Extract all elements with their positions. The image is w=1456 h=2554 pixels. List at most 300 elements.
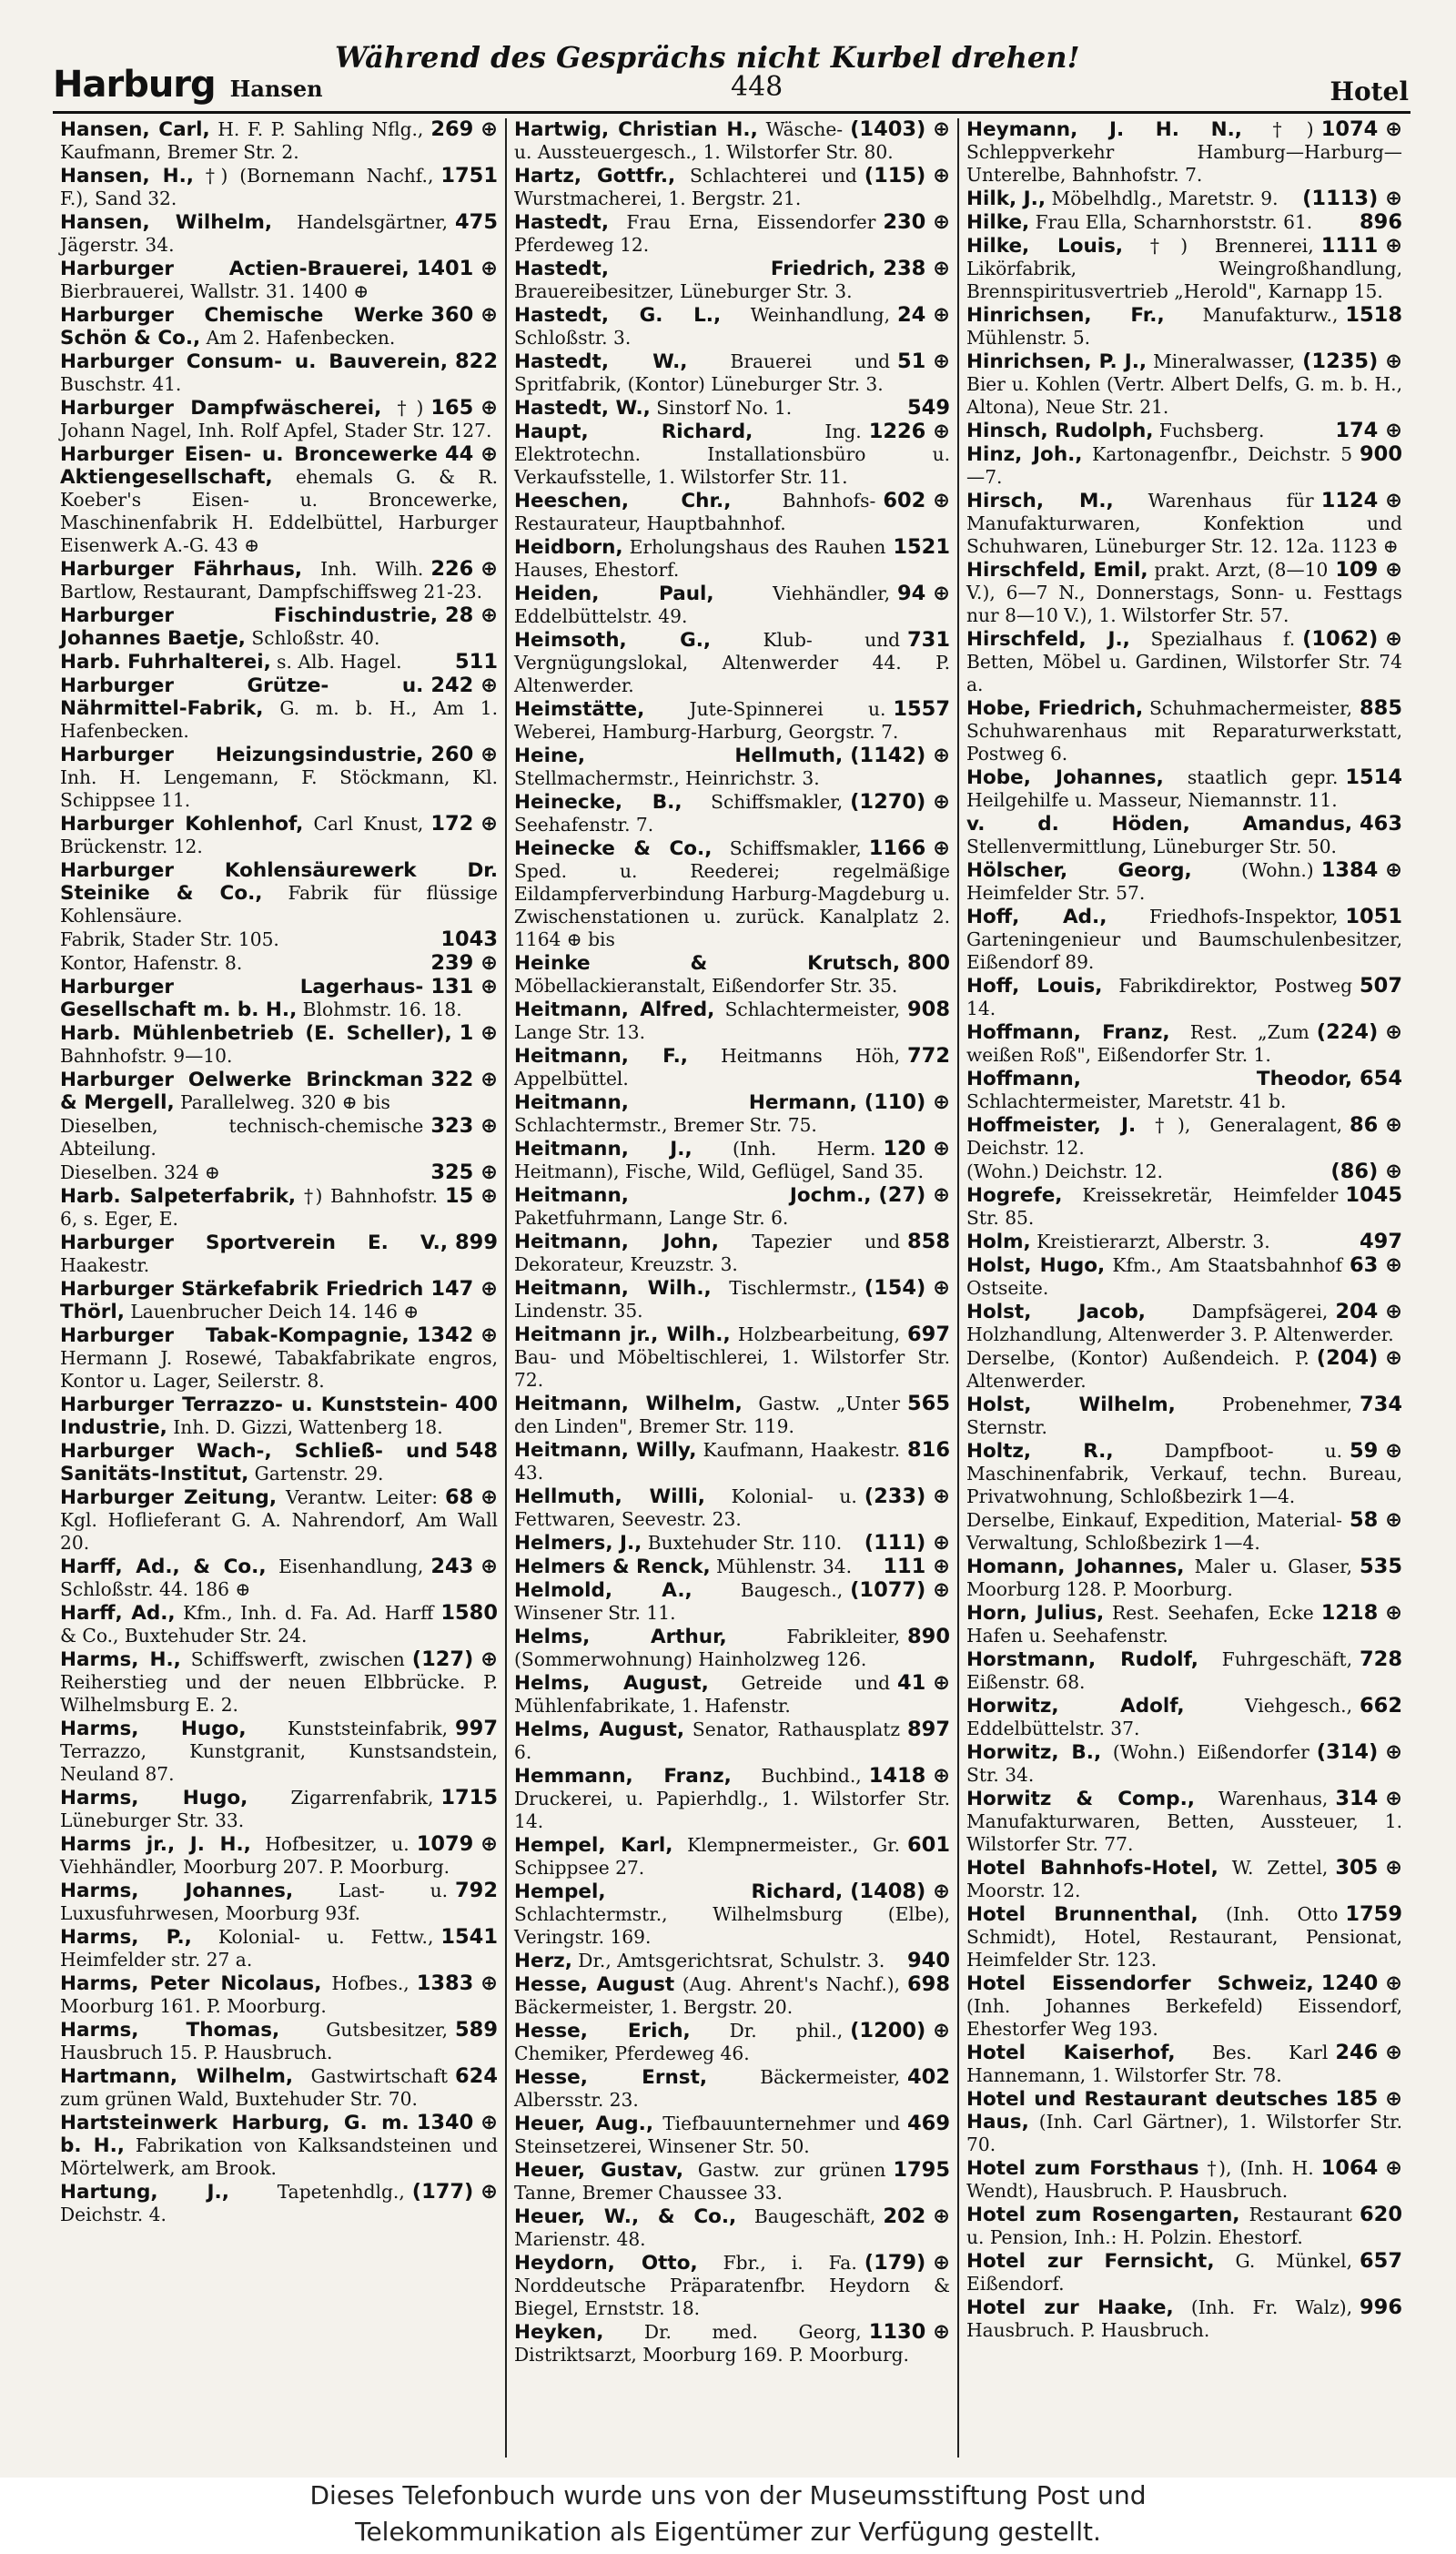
entry-details: Inh. D. Gizzi, Wattenberg 18. — [173, 1416, 443, 1438]
directory-entry — [966, 859, 1402, 905]
entry-details: G. Münkel, Eißendorf. — [966, 2250, 1353, 2295]
entry-details: Dampfboot- u. Maschinenfabrik, Verkauf, techn. Bureau, Privatwohnung, Schloßbezirk 1—4. — [966, 1440, 1402, 1507]
entry-name: Hastedt, Friedrich, — [514, 258, 876, 280]
entry-details: †) Brennerei, Likörfabrik, Weingroßhandlung, Brennspiritusvertrieb „Herold", Karnapp 15. — [966, 235, 1402, 302]
entry-name: Hempel, Richard, — [514, 1880, 844, 1903]
directory-entry — [60, 443, 498, 557]
entry-name: Hölscher, Georg, — [966, 859, 1192, 882]
directory-entry — [60, 2019, 498, 2064]
entry-name: Harburger Fährhaus, — [60, 558, 303, 581]
phone-number: 15 ⊕ — [445, 1184, 498, 1208]
phone-number: 246 ⊕ — [1335, 2041, 1402, 2064]
entry-name: Heuer, W., & Co., — [514, 2205, 737, 2228]
phone-number: (1403) ⊕ — [850, 118, 950, 141]
entry-name: v. d. Höden, Amandus, — [966, 813, 1353, 836]
phone-number: 68 ⊕ — [445, 1485, 498, 1509]
entry-details: Fabrikation von Kalksandsteinen und Mörtelwerk, am Brook. — [60, 2134, 498, 2179]
entry-details: Kontor, Hafenstr. 8. — [60, 952, 243, 974]
entry-name: Hastedt, W., — [514, 397, 651, 420]
entry-details: Schlachtermeister, Maretstr. 41 b. — [966, 1090, 1287, 1112]
phone-number: (1142) ⊕ — [850, 744, 950, 767]
entry-name: Hartsteinwerk Harburg, G. m. b. H., — [60, 2112, 410, 2157]
phone-number: 323 ⊕ — [430, 1114, 498, 1138]
directory-entry — [60, 1324, 498, 1393]
entry-details: Manufakturw., Mühlenstr. 5. — [966, 304, 1339, 349]
entry-name: Hobe, Johannes, — [966, 766, 1164, 789]
entry-details: Fuhrgeschäft, Eißenstr. 68. — [966, 1648, 1353, 1693]
directory-entry — [966, 1160, 1402, 1183]
entry-name: Holtz, R., — [966, 1440, 1114, 1463]
phone-number: 314 ⊕ — [1335, 1787, 1402, 1810]
entry-details: Dr., Amtsgerichtsrat, Schulstr. 3. — [578, 1950, 885, 1971]
entry-details: Klub- und Vergnügungslokal, Altenwerder 44. P. Altenwerder. — [514, 629, 950, 696]
entry-name: Harms, Johannes, — [60, 1880, 294, 1902]
phone-number: 1384 ⊕ — [1320, 858, 1402, 882]
footer-line-2: Telekommunikation als Eigentümer zur Verfügung gestellt. — [355, 2517, 1101, 2547]
phone-number: 202 ⊕ — [883, 2204, 950, 2228]
entry-details: †), Generalagent, Deichstr. 12. — [966, 1114, 1342, 1159]
entry-name: Heitmann, Wilh., — [514, 1277, 712, 1300]
phone-number: 1045 — [1345, 1183, 1402, 1207]
entry-details: Frau Ella, Scharnhorststr. 61. — [1035, 211, 1313, 233]
directory-entry — [514, 1532, 950, 1555]
entry-details: Maler u. Glaser, Moorburg 128. P. Moorburg. — [966, 1556, 1353, 1600]
entry-details: Wäsche- u. Aussteuergesch., 1. Wilstorfer Str. 80. — [514, 118, 894, 163]
entry-details: Kreistierarzt, Alberstr. 3. — [1036, 1231, 1270, 1252]
phone-number: 58 ⊕ — [1350, 1508, 1402, 1532]
entry-name: Heidborn, — [514, 536, 623, 559]
entry-details: Kfm., Inh. d. Fa. Ad. Harff & Co., Buxtehuder Str. 24. — [60, 1602, 434, 1647]
phone-number: (127) ⊕ — [411, 1647, 498, 1671]
directory-entry — [514, 1138, 950, 1183]
directory-entry — [514, 952, 950, 998]
phone-number: 816 — [907, 1438, 950, 1462]
directory-entry — [514, 1973, 950, 2019]
phone-number: 620 — [1360, 2203, 1402, 2226]
column-2 — [505, 118, 957, 2458]
entry-details: prakt. Arzt, (8—10 V.), 6—7 N., Donnerstags, Sonn- u. Festtags nur 8—10 V.), 1. Wilstorfer Str. 57. — [966, 559, 1402, 626]
phone-number: 899 — [455, 1231, 498, 1254]
entry-name: Harburger Consum- u. Bauverein, — [60, 350, 449, 373]
directory-entry — [514, 1393, 950, 1438]
entry-details: Kfm., Am Staatsbahnhof Ostseite. — [966, 1254, 1342, 1299]
phone-number: 1340 ⊕ — [416, 2111, 498, 2134]
entry-name: Horstmann, Rudolf, — [966, 1648, 1198, 1671]
entry-name: Heinke & Krutsch, — [514, 952, 901, 975]
phone-number: 269 ⊕ — [430, 118, 498, 141]
entry-details: Hermann J. Rosewé, Tabakfabrikate engros, Kontor u. Lager, Seilerstr. 8. — [60, 1347, 498, 1392]
phone-number: 1518 — [1345, 303, 1402, 327]
directory-entry — [966, 1509, 1402, 1555]
phone-number: 1418 ⊕ — [868, 1764, 950, 1788]
entry-name: Holst, Jacob, — [966, 1301, 1146, 1323]
entry-name: Heine, Hellmuth, — [514, 745, 844, 767]
phone-number: 322 ⊕ — [430, 1068, 498, 1091]
header-city — [53, 64, 323, 106]
directory-entry — [966, 490, 1402, 558]
directory-entry — [514, 1718, 950, 1764]
entry-details: †) (Bornemann Nachf., F.), Sand 32. — [60, 165, 434, 209]
entry-name: Hoffmann, Franz, — [966, 1021, 1170, 1044]
directory-entry — [966, 559, 1402, 627]
phone-number: 890 — [907, 1625, 950, 1648]
entry-name: Helms, Arthur, — [514, 1626, 727, 1648]
phone-number: 1226 ⊕ — [868, 420, 950, 443]
phone-number: 728 — [1360, 1647, 1402, 1671]
directory-entry — [514, 1672, 950, 1718]
entry-details: Paketfuhrmann, Lange Str. 6. — [514, 1207, 789, 1229]
directory-entry — [966, 1254, 1402, 1300]
entry-name: Harburger Stärkefabrik Friedrich Thörl, — [60, 1278, 424, 1323]
directory-entry — [514, 118, 950, 164]
phone-number: (1113) ⊕ — [1302, 187, 1402, 210]
entry-name: Heydorn, Otto, — [514, 2252, 698, 2275]
entry-details: Inh. H. Lengemann, F. Stöckmann, Kl. Schippsee 11. — [60, 766, 498, 811]
entry-name: Helmers & Renck, — [514, 1556, 711, 1578]
entry-details: Warenhaus, Manufakturwaren, Betten, Aussteuer, 1. Wilstorfer Str. 77. — [966, 1788, 1402, 1855]
phone-number: 475 — [455, 210, 498, 234]
directory-entry — [514, 165, 950, 210]
directory-entry — [514, 1323, 950, 1392]
phone-number: 900 — [1360, 442, 1402, 466]
phone-number: 507 — [1360, 974, 1402, 998]
entry-details: †), (Inh. H. Wendt), Hausbruch. P. Hausbruch. — [966, 2157, 1314, 2202]
page-number: 448 — [731, 71, 784, 103]
entry-name: Heiden, Paul, — [514, 583, 714, 605]
entry-name: Heuer, Gustav, — [514, 2159, 683, 2182]
entry-name: Holst, Hugo, — [966, 1254, 1106, 1277]
directory-columns — [53, 118, 1410, 2458]
directory-entry — [60, 1161, 498, 1184]
entry-name: Harburger Eisen- u. Broncewerke Aktiengesellschaft, — [60, 443, 438, 489]
phone-number: 1795 — [893, 2158, 950, 2182]
entry-details: Parallelweg. 320 ⊕ bis — [180, 1091, 390, 1113]
directory-entry — [514, 1231, 950, 1276]
entry-details: Möbellackieranstalt, Eißendorfer Str. 35. — [514, 975, 898, 997]
directory-entry — [966, 813, 1402, 858]
phone-number: (1062) ⊕ — [1302, 627, 1402, 651]
entry-details: Kaufmann, Haakestr. 43. — [514, 1439, 901, 1484]
directory-entry — [60, 1231, 498, 1277]
entry-name: Harburger Terrazzo- u. Kunststein-Industrie, — [60, 1394, 449, 1439]
directory-entry — [60, 1926, 498, 1971]
directory-entry — [60, 2181, 498, 2226]
directory-entry — [514, 211, 950, 257]
entry-name: Harff, Ad., — [60, 1602, 176, 1625]
entry-name: Hansen, H., — [60, 165, 194, 187]
phone-number: (224) ⊕ — [1316, 1020, 1402, 1044]
entry-details: Schloßstr. 40. — [251, 627, 380, 649]
entry-details: Fabrik für flüssige Kohlensäure. — [60, 882, 499, 927]
directory-entry — [966, 1602, 1402, 1647]
phone-number: 239 ⊕ — [430, 951, 498, 975]
entry-name: Hoffmann, Theodor, — [966, 1068, 1353, 1090]
entry-details: Blohmstr. 16. 18. — [302, 998, 462, 1020]
entry-details: Kartonagenfbr., Deichstr. 5—7. — [966, 443, 1353, 488]
phone-number: 402 — [907, 2065, 950, 2089]
phone-number: 1580 — [440, 1601, 498, 1625]
phone-number: 463 — [1360, 812, 1402, 836]
directory-entry — [514, 2321, 950, 2367]
entry-details: Buschstr. 41. — [60, 373, 182, 395]
entry-details: Erholungshaus des Rauhen Hauses, Ehestorf. — [514, 536, 886, 581]
entry-name: Harburger Fischindustrie, Johannes Baetje, — [60, 604, 438, 650]
phone-number: 1383 ⊕ — [416, 1971, 498, 1995]
entry-name: Hilke, Louis, — [966, 235, 1124, 258]
entry-details: Mühlenstr. 34. — [716, 1556, 853, 1577]
entry-name: Hinrichsen, P. J., — [966, 350, 1148, 373]
entry-name: Heitmann, John, — [514, 1231, 719, 1253]
entry-details: Baugesch., Winsener Str. 11. — [514, 1579, 844, 1624]
phone-number: 549 — [907, 396, 950, 420]
entry-details: Bahnhofs-Restaurateur, Hauptbahnhof. — [514, 490, 876, 534]
entry-details: Buchbind., Druckerei, u. Papierhdlg., 1. Wilstorfer Str. 14. — [514, 1765, 950, 1832]
directory-entry — [60, 558, 498, 603]
directory-entry — [966, 1440, 1402, 1508]
phone-number: (179) ⊕ — [864, 2251, 950, 2275]
entry-name: Hinrichsen, Fr., — [966, 304, 1165, 327]
phone-number: 172 ⊕ — [430, 812, 498, 836]
phone-number: 996 — [1360, 2296, 1402, 2319]
phone-number: 940 — [907, 1949, 950, 1972]
entry-details: Weinhandlung, Schloßstr. 3. — [514, 304, 890, 349]
entry-name: Harms jr., J. H., — [60, 1833, 251, 1856]
directory-entry — [966, 2042, 1402, 2087]
entry-details: Brauereibesitzer, Lüneburger Str. 3. — [514, 280, 853, 302]
entry-details: Haakestr. — [60, 1254, 150, 1276]
entry-details: Am 2. Hafenbecken. — [206, 327, 396, 349]
entry-details: Dampfsägerei, Holzhandlung, Altenwerder 3. P. Altenwerder. — [966, 1301, 1394, 1345]
entry-name: Harburger Lagerhaus-Gesellschaft m. b. H., — [60, 976, 424, 1021]
column-1 — [53, 118, 505, 2458]
entry-details: Fabrikdirektor, Postweg 14. — [966, 975, 1353, 1019]
entry-name: Heitmann, Alfred, — [514, 998, 715, 1021]
directory-entry — [60, 744, 498, 812]
phone-number: 226 ⊕ — [430, 557, 498, 581]
entry-details: Verantw. Leiter: Kgl. Hoflieferant G. A. Nahrendorf, Am Wall 20. — [60, 1486, 498, 1554]
entry-name: Homann, Johannes, — [966, 1556, 1185, 1578]
entry-details: Fuchsberg. — [1158, 420, 1265, 441]
header-rule — [53, 111, 1410, 114]
entry-name: Harburger Chemische Werke Schön & Co., — [60, 304, 424, 350]
entry-details: Kolonial- u. Fettw., Heimfelder str. 27 a. — [60, 1926, 434, 1971]
entry-details: (Wohn.) Heimfelder Str. 57. — [966, 859, 1314, 904]
phone-number: 131 ⊕ — [430, 975, 498, 998]
entry-details: Fabrikleiter, (Sommerwohnung) Hainholzweg 126. — [514, 1626, 901, 1670]
entry-name: Harburger Heizungsindustrie, — [60, 744, 424, 766]
entry-name: Hesse, August — [514, 1973, 675, 1996]
entry-name: Hotel zum Rosengarten, — [966, 2204, 1240, 2226]
directory-entry — [966, 2157, 1402, 2203]
phone-number: 1124 ⊕ — [1320, 489, 1402, 512]
entry-name: Harms, H., — [60, 1648, 181, 1671]
entry-name: Hotel Brunnenthal, — [966, 1903, 1198, 1926]
phone-number: 94 ⊕ — [897, 582, 950, 605]
directory-entry — [966, 1788, 1402, 1856]
entry-details: Gutsbesitzer, Hausbruch 15. P. Hausbruch. — [60, 2019, 449, 2063]
entry-details: (Wohn.) Eißendorfer Str. 34. — [966, 1741, 1309, 1786]
phone-number: 44 ⊕ — [445, 442, 498, 466]
entry-details: Probenehmer, Sternstr. — [966, 1394, 1353, 1438]
directory-entry — [514, 1626, 950, 1671]
phone-number: 1715 — [440, 1786, 498, 1809]
header-banner: Während des Gesprächs nicht Kurbel drehen! — [335, 40, 1080, 75]
directory-entry — [60, 1602, 498, 1647]
entry-name: Hoffmeister, J. — [966, 1114, 1137, 1137]
entry-name: Hartmann, Wilhelm, — [60, 2065, 294, 2088]
entry-name: Harms, P., — [60, 1926, 192, 1949]
entry-name: Heitmann, J., — [514, 1138, 693, 1160]
entry-details: Dieselben. 324 ⊕ — [60, 1161, 220, 1183]
directory-entry — [60, 952, 498, 975]
directory-entry — [514, 490, 950, 535]
entry-details: Ing. Elektrotechn. Installationsbüro u. Verkaufsstelle, 1. Wilstorfer Str. 11. — [514, 421, 950, 488]
phone-number: 734 — [1360, 1393, 1402, 1416]
directory-entry — [966, 1972, 1402, 2041]
phone-number: 147 ⊕ — [430, 1277, 498, 1301]
phone-number: 654 — [1360, 1067, 1402, 1090]
entry-name: Heeschen, Chr., — [514, 490, 732, 512]
phone-number: (1077) ⊕ — [850, 1578, 950, 1602]
directory-entry — [60, 1833, 498, 1879]
entry-details: (Aug. Ahrent's Nachf.), Bäckermeister, 1. Bergstr. 20. — [514, 1973, 901, 2018]
directory-entry — [514, 745, 950, 790]
directory-entry — [60, 1787, 498, 1832]
directory-entry — [514, 1439, 950, 1485]
entry-name: Hotel Eissendorfer Schweiz, — [966, 1972, 1314, 1995]
entry-details: staatlich gepr. Heilgehilfe u. Masseur, Niemannstr. 11. — [966, 766, 1339, 811]
entry-details: Derselbe, Einkauf, Expedition, Material-Verwaltung, Schloßbezirk 1—4. — [966, 1509, 1342, 1554]
entry-name: Heitmann, F., — [514, 1045, 688, 1068]
directory-entry — [514, 791, 950, 836]
phone-number: 1514 — [1345, 765, 1402, 789]
entry-details: Getreide und Mühlenfabrikate, 1. Hafenstr. — [514, 1672, 891, 1717]
entry-name: Heyken, — [514, 2321, 604, 2344]
phone-number: 174 ⊕ — [1335, 419, 1402, 442]
entry-name: Heitmann, Willy, — [514, 1439, 697, 1462]
phone-number: 896 — [1360, 210, 1402, 234]
phone-number: 792 — [455, 1879, 498, 1902]
header-range-end: Hotel — [1330, 76, 1409, 106]
directory-entry — [966, 628, 1402, 696]
entry-details: Tischlermstr., Lindenstr. 35. — [514, 1277, 857, 1322]
entry-name: Hotel zur Fernsicht, — [966, 2250, 1215, 2273]
phone-number: 1240 ⊕ — [1320, 1971, 1402, 1995]
entry-details: Rest. Seehafen, Ecke Hafen u. Seehafenstr. — [966, 1602, 1314, 1647]
phone-number: (27) ⊕ — [878, 1183, 950, 1207]
directory-entry — [514, 1091, 950, 1137]
directory-entry — [966, 1068, 1402, 1113]
entry-name: Hotel Kaiserhof, — [966, 2042, 1176, 2064]
entry-name: Hastedt, G. L., — [514, 304, 722, 327]
entry-name: Heymann, J. H. N., — [966, 118, 1242, 141]
entry-name: Harburger Dampfwäscherei, — [60, 397, 382, 420]
directory-entry — [514, 2113, 950, 2158]
directory-entry — [966, 1648, 1402, 1694]
directory-entry — [966, 304, 1402, 350]
directory-entry — [966, 906, 1402, 974]
entry-name: Helms, August, — [514, 1672, 709, 1695]
entry-details: Restaurant u. Pension, Inh.: H. Polzin. Ehestorf. — [966, 2204, 1353, 2248]
column-3 — [957, 118, 1410, 2458]
entry-details: Dr. phil., Chemiker, Pferdeweg 46. — [514, 2020, 844, 2064]
entry-name: Hempel, Karl, — [514, 1834, 673, 1857]
directory-entry — [966, 187, 1402, 210]
entry-name: Hilk, J., — [966, 187, 1046, 210]
entry-name: Harb. Fuhrhalterei, — [60, 651, 271, 674]
entry-name: Heinecke & Co., — [514, 837, 713, 860]
phone-number: (111) ⊕ — [864, 1531, 950, 1555]
entry-name: Hirsch, M., — [966, 490, 1114, 512]
entry-name: Herz, — [514, 1950, 572, 1972]
entry-details: Stellmachermstr., Heinrichstr. 3. — [514, 767, 820, 789]
entry-name: Hotel zur Haake, — [966, 2296, 1174, 2319]
phone-number: 1751 — [440, 164, 498, 187]
directory-entry — [514, 350, 950, 396]
directory-entry — [514, 1765, 950, 1833]
directory-entry — [514, 397, 950, 420]
directory-entry — [60, 1115, 498, 1160]
footer-line-1: Dieses Telefonbuch wurde uns von der Museumsstiftung Post und — [309, 2480, 1147, 2510]
entry-name: Hogrefe, — [966, 1184, 1063, 1207]
entry-name: Helmold, A., — [514, 1579, 693, 1602]
phone-number: 165 ⊕ — [430, 396, 498, 420]
entry-details: Eisenhandlung, Schloßstr. 44. 186 ⊕ — [60, 1556, 424, 1600]
phone-number: 1218 ⊕ — [1320, 1601, 1402, 1625]
phone-number: 1521 — [893, 535, 950, 559]
directory-entry — [60, 1718, 498, 1786]
entry-name: Heuer, Aug., — [514, 2113, 654, 2135]
phone-number: 400 — [455, 1393, 498, 1416]
phone-number: (86) ⊕ — [1330, 1160, 1402, 1183]
entry-details: Dr. med. Georg, Distriktsarzt, Moorburg 169. P. Moorburg. — [514, 2321, 909, 2366]
phone-number: 1130 ⊕ — [868, 2320, 950, 2344]
directory-entry — [60, 258, 498, 303]
directory-entry — [966, 1741, 1402, 1787]
entry-details: Schuhmachermeister, Schuhwarenhaus mit Reparaturwerkstatt, Postweg 6. — [966, 697, 1402, 765]
directory-entry — [60, 2065, 498, 2111]
entry-name: Harburger Sportverein E. V., — [60, 1231, 449, 1254]
directory-entry — [60, 1278, 498, 1323]
entry-name: Hotel und Restaurant deutsches Haus, — [966, 2088, 1329, 2133]
directory-entry — [966, 1394, 1402, 1439]
directory-entry — [60, 1440, 498, 1485]
directory-entry — [60, 674, 498, 743]
entry-details: Möbelhdlg., Maretstr. 9. — [1051, 187, 1279, 209]
directory-entry — [966, 697, 1402, 765]
directory-entry — [514, 421, 950, 489]
entry-details: H. F. P. Sahling Nflg., Kaufmann, Bremer Str. 2. — [60, 118, 424, 163]
entry-details: Frau Erna, Eissendorfer Pferdeweg 12. — [514, 211, 876, 256]
directory-entry — [966, 235, 1402, 303]
directory-entry — [966, 1695, 1402, 1740]
entry-name: Harburger Oelwerke Brinckman & Mergell, — [60, 1069, 424, 1114]
entry-details: Zigarrenfabrik, Lüneburger Str. 33. — [60, 1787, 434, 1831]
directory-entry — [60, 1069, 498, 1114]
entry-name: Horwitz, B., — [966, 1741, 1102, 1764]
entry-details: W. Zettel, Moorstr. 12. — [966, 1857, 1329, 1901]
entry-name: Haupt, Richard, — [514, 421, 753, 443]
directory-entry — [966, 420, 1402, 442]
entry-name: Hotel Bahnhofs-Hotel, — [966, 1857, 1218, 1880]
entry-details: Bes. Karl Hannemann, 1. Wilstorfer Str. 78. — [966, 2042, 1329, 2086]
phone-number: 602 ⊕ — [883, 489, 950, 512]
phone-number: 243 ⊕ — [430, 1555, 498, 1578]
directory-entry — [514, 2066, 950, 2112]
phone-number: 511 — [455, 650, 498, 674]
entry-details: Gartenstr. 29. — [254, 1463, 384, 1485]
entry-details: Baugeschäft, Marienstr. 48. — [514, 2205, 876, 2250]
